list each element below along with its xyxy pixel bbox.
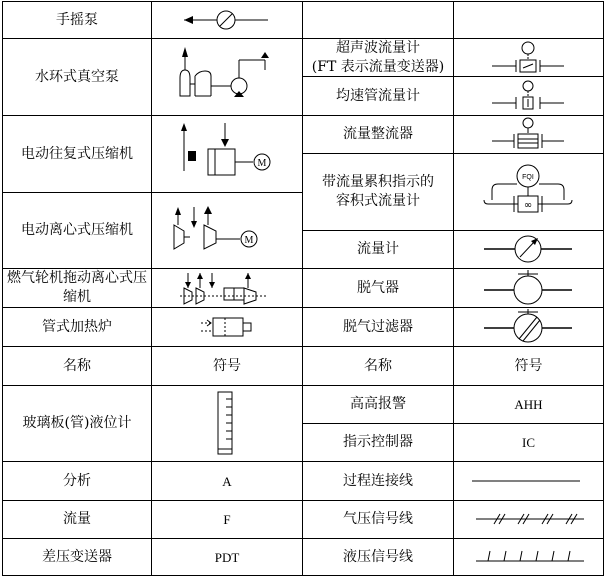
symbol-analysis: A	[222, 473, 232, 489]
header-symbol-right: 符号	[514, 357, 543, 374]
reciprocating-compressor-icon	[177, 119, 277, 189]
name-totalizing-pd-flowmeter	[303, 154, 453, 230]
flow-conditioner-icon	[488, 117, 568, 151]
name-averaging-pitot-flowmeter: 均速管流量计	[336, 87, 420, 104]
averaging-pitot-flowmeter-icon	[488, 79, 568, 113]
pneumatic-signal-line-icon	[474, 508, 586, 530]
symbol-differential-pressure-transmitter: PDT	[214, 549, 240, 565]
name-analysis: 分析	[63, 472, 91, 489]
water-ring-vacuum-pump-icon	[175, 44, 275, 106]
name-flow: 流量	[63, 511, 91, 527]
svg-text:M: M	[257, 158, 267, 169]
hydraulic-signal-line-icon	[474, 546, 586, 568]
name-ultrasonic-flowmeter	[303, 39, 453, 76]
name-line-2: 容积式流量计	[336, 193, 420, 209]
name-degasser: 脱气器	[357, 279, 399, 296]
fqi-label: FQI	[522, 174, 534, 181]
header-symbol-left: 符号	[213, 357, 241, 374]
svg-text:M: M	[244, 235, 254, 246]
totalizing-pd-flowmeter-icon	[478, 160, 578, 222]
symbol-indicating-controller: IC	[522, 435, 535, 450]
tube-furnace-icon	[195, 312, 259, 342]
name-line-2: (FT 表示流量变送器)	[311, 58, 445, 75]
header-name-left: 名称	[63, 357, 91, 374]
name-hydraulic-signal-line: 液压信号线	[343, 548, 413, 565]
name-tube-furnace: 管式加热炉	[42, 318, 112, 335]
centrifugal-compressor-icon	[170, 203, 270, 261]
name-water-ring-vacuum-pump: 水环式真空泵	[35, 68, 119, 85]
name-flow-conditioner: 流量整流器	[343, 126, 413, 142]
name-centrifugal-compressor: 电动离心式压缩机	[21, 222, 133, 238]
name-line-1: 超声波流量计	[336, 39, 420, 56]
name-sight-glass-level-gauge: 玻璃板(管)液位计	[22, 415, 132, 431]
symbol-flow: F	[223, 512, 231, 527]
name-high-high-alarm: 高高报警	[350, 396, 406, 412]
name-hand-pump: 手摇泵	[56, 11, 98, 28]
name-process-connection-line: 过程连接线	[343, 472, 413, 489]
sight-glass-level-gauge-icon	[208, 389, 244, 457]
name-line-1: 带流量累积指示的	[322, 174, 434, 190]
name-degassing-filter: 脱气过滤器	[343, 318, 413, 335]
header-name-right: 名称	[364, 357, 392, 374]
name-reciprocating-compressor: 电动往复式压缩机	[21, 145, 133, 162]
name-flowmeter: 流量计	[357, 241, 399, 257]
name-empty-cell	[303, 2, 453, 38]
flowmeter-icon	[480, 232, 576, 266]
ultrasonic-flowmeter-icon	[488, 40, 568, 76]
process-connection-line-icon	[470, 470, 582, 492]
name-pneumatic-signal-line: 气压信号线	[343, 511, 413, 527]
symbol-high-high-alarm: AHH	[514, 397, 543, 412]
name-indicating-controller: 指示控制器	[343, 434, 413, 450]
svg-text:∞: ∞	[523, 200, 533, 211]
hand-pump-icon	[180, 5, 272, 35]
degasser-icon	[480, 270, 576, 306]
degassing-filter-icon	[480, 309, 576, 345]
name-differential-pressure-transmitter: 差压变送器	[42, 548, 112, 565]
gas-turbine-compressor-icon	[180, 270, 272, 306]
name-gas-turbine-compressor: 燃气轮机拖动离心式压缩机	[7, 270, 147, 305]
